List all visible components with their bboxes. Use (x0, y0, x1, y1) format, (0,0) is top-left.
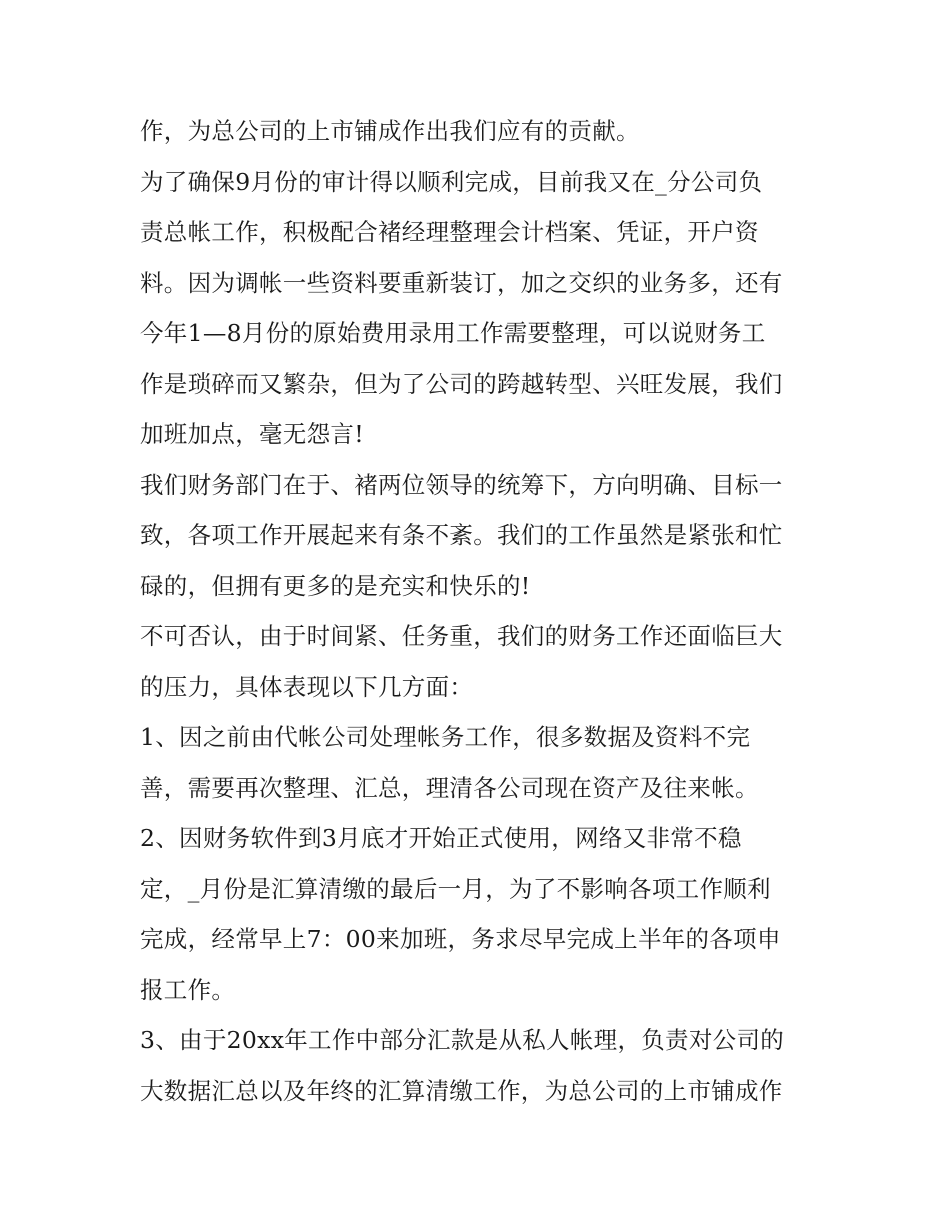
text-line: 定，_月份是汇算清缴的最后一月，为了不影响各项工作顺利 (140, 874, 771, 903)
text-line: 的压力，具体表现以下几方面： (140, 672, 474, 701)
text-line: 大数据汇总以及年终的汇算清缴工作，为总公司的上市铺成作 (140, 1076, 783, 1105)
text-line: 作，为总公司的上市铺成作出我们应有的贡献。 (140, 117, 640, 145)
text-line: 1、因之前由代帐公司处理帐务工作，很多数据及资料不完 (140, 723, 751, 751)
text-line: 加班加点，毫无怨言! (140, 420, 364, 448)
text-line: 善，需要再次整理、汇总，理清各公司现在资产及往来帐。 (140, 773, 759, 802)
text-line: 我们财务部门在于、褚两位领导的统筹下，方向明确、目标一 (140, 470, 783, 499)
text-line: 致，各项工作开展起来有条不紊。我们的工作虽然是紧张和忙 (140, 521, 783, 549)
text-line: 完成，经常早上7：00来加班，务求尽早完成上半年的各项申 (140, 925, 781, 953)
text-line: 作是琐碎而又繁杂，但为了公司的跨越转型、兴旺发展，我们 (140, 369, 783, 398)
text-line: 报工作。 (140, 975, 236, 1004)
text-line: 责总帐工作，积极配合褚经理整理会计档案、凭证，开户资 (140, 218, 759, 246)
text-line: 碌的，但拥有更多的是充实和快乐的! (140, 571, 531, 600)
document-body (140, 106, 820, 1116)
text-line: 不可否认，由于时间紧、任务重，我们的财务工作还面临巨大 (140, 622, 783, 650)
text-line: 料。因为调帐一些资料要重新装订，加之交织的业务多，还有 (140, 268, 783, 297)
text-line: 今年1—8月份的原始费用录用工作需要整理，可以说财务工 (140, 319, 766, 347)
text-line: 2、因财务软件到3月底才开始正式使用，网络又非常不稳 (140, 824, 742, 852)
text-line: 3、由于20xx年工作中部分汇款是从私人帐理，负责对公司的 (140, 1026, 785, 1054)
text-line: 为了确保9月份的审计得以顺利完成，目前我又在_分公司负 (140, 167, 763, 196)
